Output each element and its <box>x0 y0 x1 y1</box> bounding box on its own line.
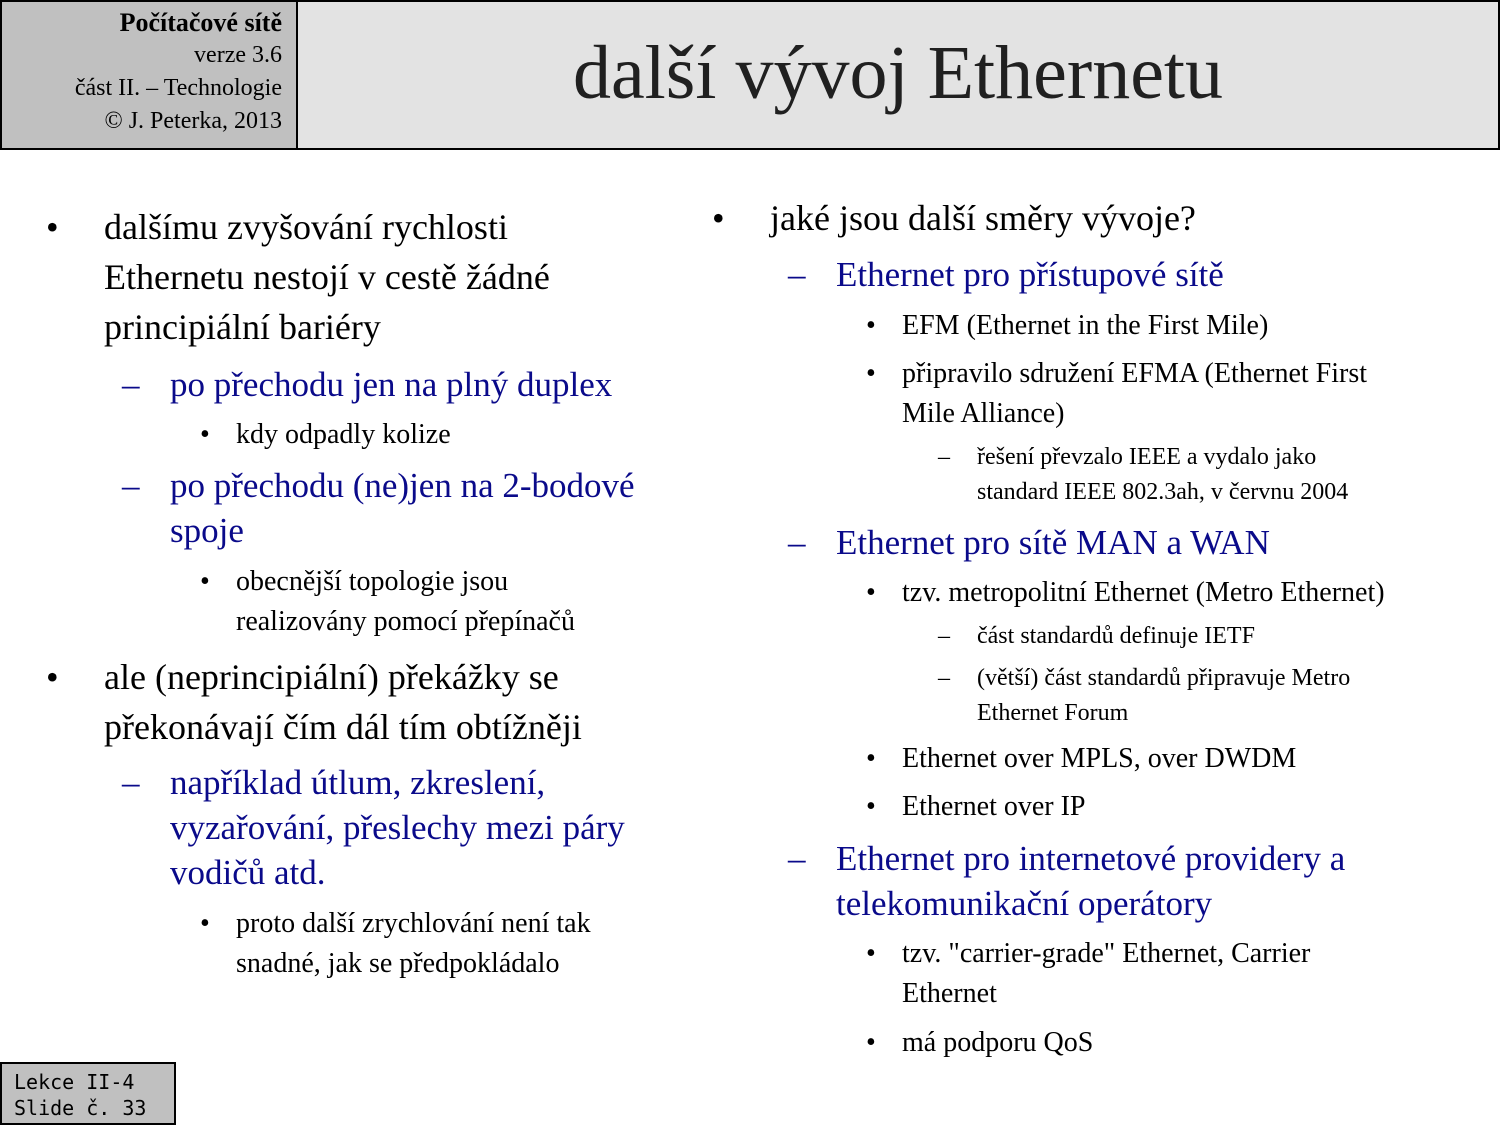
right-dash-3-line-2: telekomunikační operátory <box>836 884 1213 923</box>
dash-symbol: – <box>122 365 140 404</box>
bullet-symbol: • <box>866 791 876 822</box>
right-dash-1: Ethernet pro přístupové sítě <box>836 255 1224 294</box>
dash-symbol: – <box>938 444 950 470</box>
bullet-symbol: • <box>46 657 59 697</box>
bullet-symbol: • <box>200 908 210 939</box>
left-bullet-1-line-3: principiální bariéry <box>104 307 381 347</box>
bullet-symbol: • <box>866 938 876 969</box>
dash-symbol: – <box>788 839 806 878</box>
slide-footer <box>0 1062 176 1125</box>
course-part: část II. – Technologie <box>74 75 282 101</box>
right-dash-1-sub-2-line-1: připravilo sdružení EFMA (Ethernet First <box>902 358 1368 389</box>
right-dash-2-sub-2: Ethernet over MPLS, over DWDM <box>902 743 1297 774</box>
left-dash-2-line-1: po přechodu (ne)jen na 2-bodové <box>170 466 635 505</box>
right-dash-1-sub-2-item-1-line-2: standard IEEE 802.3ah, v červnu 2004 <box>977 479 1349 505</box>
bullet-symbol: • <box>200 566 210 597</box>
bullet-symbol: • <box>866 577 876 608</box>
right-dash-2: Ethernet pro sítě MAN a WAN <box>836 523 1270 562</box>
right-dash-1-sub-1: EFM (Ethernet in the First Mile) <box>902 310 1269 341</box>
left-dash-2-line-2: spoje <box>170 511 244 550</box>
bullet-symbol: • <box>866 310 876 341</box>
right-dash-3-sub-1-line-1: tzv. "carrier-grade" Ethernet, Carrier <box>902 938 1311 969</box>
right-dash-1-sub-2-line-2: Mile Alliance) <box>902 398 1065 429</box>
dash-symbol: – <box>788 255 806 294</box>
bullet-symbol: • <box>866 743 876 774</box>
left-dash-3-line-2: vyzařování, přeslechy mezi páry <box>170 808 625 847</box>
right-bullet-1: jaké jsou další směry vývoje? <box>770 198 1196 238</box>
left-dash-2-sub-1-line-2: realizovány pomocí přepínačů <box>236 606 575 637</box>
dash-symbol: – <box>938 623 950 649</box>
left-dash-3-sub-1-line-2: snadné, jak se předpokládalo <box>236 948 560 979</box>
right-dash-2-sub-1-item-2-line-1: (větší) část standardů připravuje Metro <box>977 665 1351 691</box>
right-dash-3-line-1: Ethernet pro internetové providery a <box>836 839 1346 878</box>
course-version: verze 3.6 <box>194 42 282 68</box>
bullet-symbol: • <box>866 1027 876 1058</box>
left-dash-1: po přechodu jen na plný duplex <box>170 365 613 404</box>
left-bullet-1-line-1: dalšímu zvyšování rychlosti <box>104 207 508 247</box>
right-dash-3-sub-1-line-2: Ethernet <box>902 978 997 1009</box>
slide-title: další vývoj Ethernetu <box>298 0 1500 150</box>
bullet-symbol: • <box>866 358 876 389</box>
course-author: © J. Peterka, 2013 <box>104 108 282 134</box>
left-bullet-2-line-1: ale (neprincipiální) překážky se <box>104 657 559 697</box>
lesson-label: Lekce II-4 <box>14 1070 135 1094</box>
right-dash-1-sub-2-item-1-line-1: řešení převzalo IEEE a vydalo jako <box>977 444 1317 470</box>
right-dash-2-sub-1-item-1: část standardů definuje IETF <box>977 623 1255 649</box>
left-dash-1-sub-1: kdy odpadly kolize <box>236 419 451 450</box>
header-course-info <box>0 0 298 150</box>
right-dash-2-sub-1-item-2-line-2: Ethernet Forum <box>977 700 1129 726</box>
dash-symbol: – <box>122 466 140 505</box>
left-dash-2-sub-1-line-1: obecnější topologie jsou <box>236 566 509 597</box>
dash-symbol: – <box>122 763 140 802</box>
left-dash-3-line-3: vodičů atd. <box>170 853 326 892</box>
dash-symbol: – <box>788 523 806 562</box>
dash-symbol: – <box>938 665 950 691</box>
right-dash-2-sub-1: tzv. metropolitní Ethernet (Metro Ethernet) <box>902 577 1385 608</box>
right-dash-2-sub-3: Ethernet over IP <box>902 791 1086 822</box>
bullet-symbol: • <box>200 419 210 450</box>
left-dash-3-line-1: například útlum, zkreslení, <box>170 763 546 802</box>
left-bullet-2-line-2: překonávají čím dál tím obtížněji <box>104 707 582 747</box>
course-name: Počítačové sítě <box>119 8 282 37</box>
right-dash-3-sub-2: má podporu QoS <box>902 1027 1094 1058</box>
left-dash-3-sub-1-line-1: proto další zrychlování není tak <box>236 908 591 939</box>
left-bullet-1-line-2: Ethernetu nestojí v cestě žádné <box>104 257 550 297</box>
slide-number: Slide č. 33 <box>14 1096 147 1120</box>
bullet-symbol: • <box>712 198 725 238</box>
bullet-symbol: • <box>46 207 59 247</box>
